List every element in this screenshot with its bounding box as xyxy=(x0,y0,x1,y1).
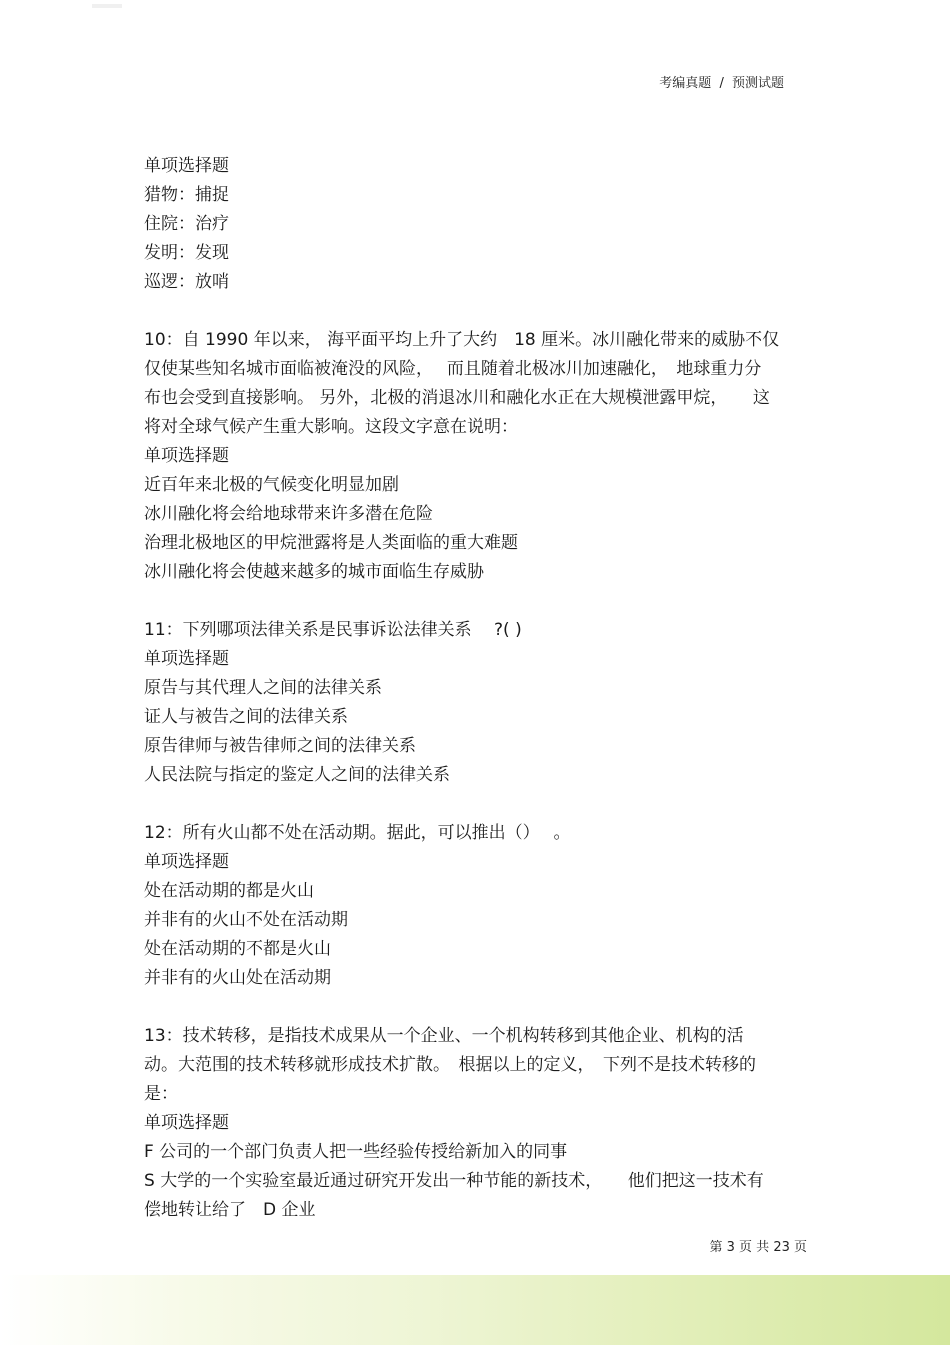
option-line: 猎物：捕捉 xyxy=(144,185,229,205)
bottom-decorative-band xyxy=(0,1275,950,1345)
question-text-line: 13：技术转移，是指技术成果从一个企业、一个机构转移到其他企业、机构的活 xyxy=(144,1026,744,1046)
question-block-10 xyxy=(144,326,808,587)
option-line: 偿地转让给了 D 企业 xyxy=(144,1200,316,1220)
option-line: 近百年来北极的气候变化明显加剧 xyxy=(144,475,399,495)
option-line: 冰川融化将会使越来越多的城市面临生存威胁 xyxy=(144,562,484,582)
question-text-line: 10：自 1990 年以来， 海平面平均上升了大约 18 厘米。冰川融化带来的威胁不仅 xyxy=(144,330,780,350)
question-type-label: 单项选择题 xyxy=(144,446,229,466)
top-edge-mark xyxy=(92,4,122,8)
option-line: S 大学的一个实验室最近通过研究开发出一种节能的新技术， 他们把这一技术有 xyxy=(144,1171,764,1191)
option-line: 处在活动期的不都是火山 xyxy=(144,939,331,959)
question-text-line: 12：所有火山都不处在活动期。据此，可以推出（） 。 xyxy=(144,823,571,843)
option-line: 并非有的火山处在活动期 xyxy=(144,968,331,988)
question-block-13 xyxy=(144,1022,808,1225)
option-line: F 公司的一个部门负责人把一些经验传授给新加入的同事 xyxy=(144,1142,568,1162)
question-text-line: 仅使某些知名城市面临被淹没的风险， 而且随着北极冰川加速融化， 地球重力分 xyxy=(144,359,762,379)
option-line: 发明：发现 xyxy=(144,243,229,263)
question-type-label: 单项选择题 xyxy=(144,852,229,872)
option-line: 原告与其代理人之间的法律关系 xyxy=(144,678,382,698)
question-text-line: 动。大范围的技术转移就形成技术扩散。 根据以上的定义， 下列不是技术转移的 xyxy=(144,1055,756,1075)
option-line: 人民法院与指定的鉴定人之间的法律关系 xyxy=(144,765,450,785)
option-line: 处在活动期的都是火山 xyxy=(144,881,314,901)
option-line: 治理北极地区的甲烷泄露将是人类面临的重大难题 xyxy=(144,533,518,553)
page-number: 第 3 页 共 23 页 xyxy=(709,1240,807,1255)
header-separator: / xyxy=(719,76,724,91)
header-left-text: 考编真题 xyxy=(659,76,712,91)
question-block-intro xyxy=(144,152,808,297)
option-line: 并非有的火山不处在活动期 xyxy=(144,910,348,930)
option-line: 证人与被告之间的法律关系 xyxy=(144,707,348,727)
question-text-line: 11：下列哪项法律关系是民事诉讼法律关系 ?( ) xyxy=(144,620,522,640)
header-right-text: 预测试题 xyxy=(731,76,784,91)
option-line: 住院：治疗 xyxy=(144,214,229,234)
question-type-label: 单项选择题 xyxy=(144,649,229,669)
question-type-label: 单项选择题 xyxy=(144,1113,229,1133)
option-line: 冰川融化将会给地球带来许多潜在危险 xyxy=(144,504,433,524)
option-line: 原告律师与被告律师之间的法律关系 xyxy=(144,736,416,756)
question-block-11 xyxy=(144,616,808,790)
option-line: 巡逻：放哨 xyxy=(144,272,229,292)
question-text-line: 布也会受到直接影响。 另外，北极的消退冰川和融化水正在大规模泄露甲烷， 这 xyxy=(144,388,770,408)
question-text-line: 将对全球气候产生重大影响。这段文字意在说明： xyxy=(144,417,518,437)
document-body xyxy=(144,152,808,1254)
question-type-label: 单项选择题 xyxy=(144,156,229,176)
page-header xyxy=(659,72,784,91)
question-text-line: 是： xyxy=(144,1084,178,1104)
question-block-12 xyxy=(144,819,808,993)
